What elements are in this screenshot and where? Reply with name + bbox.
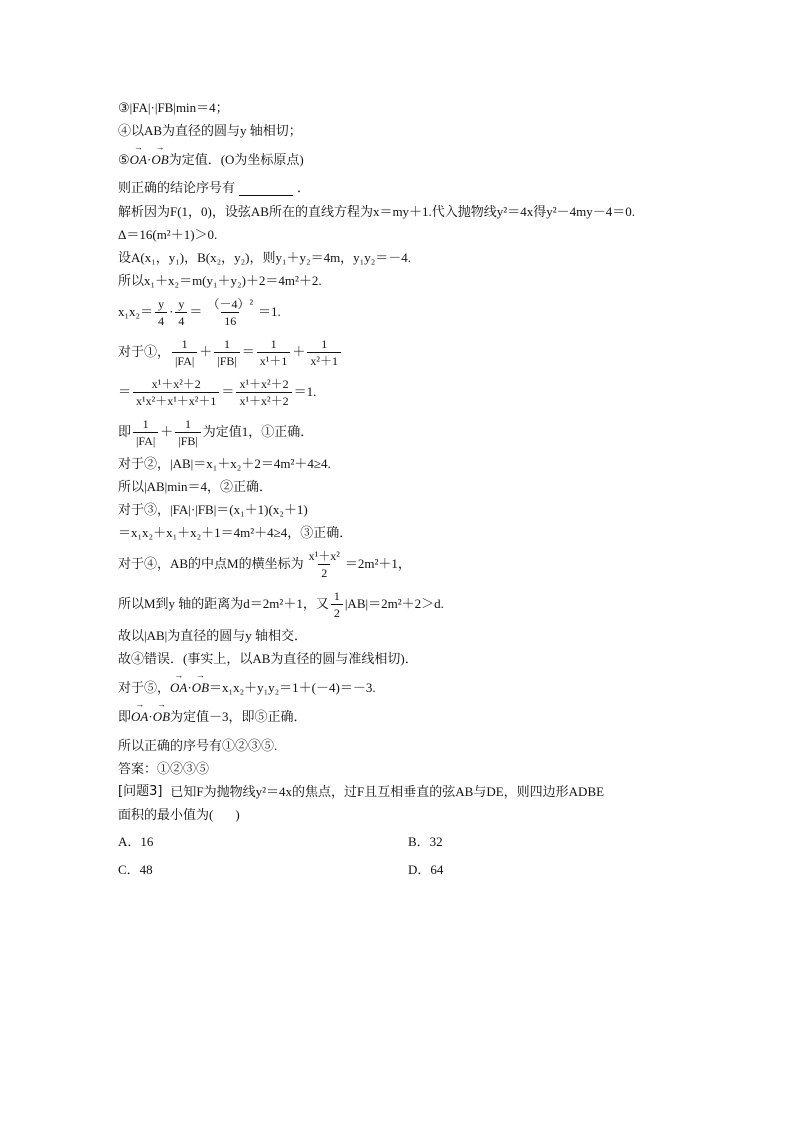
solution-body <box>118 96 698 882</box>
fraction-num: 1 <box>333 588 340 603</box>
fraction-neg4-squared <box>204 296 256 329</box>
solution-text-1: 解析因为F(1，0)，设弦AB所在的直线方程为x＝my＋1.代入抛物线y²＝4x得y²－4my－4＝0. <box>118 203 635 219</box>
plus-sign: ＋ <box>292 344 306 360</box>
statement-4-text: ④以AB为直径的圆与y 轴相切； <box>118 122 302 138</box>
solution-line-7 <box>118 372 698 412</box>
fraction-1-over-x1p1 <box>257 336 291 369</box>
solution-text-11: 对于③，|FA|·|FB|＝(x₁＋1)(x₂＋1) <box>118 501 308 517</box>
option-b: B．32 <box>408 833 443 849</box>
fraction-num: y <box>158 296 165 311</box>
fraction-den: |FB| <box>175 432 200 449</box>
statement-4 <box>118 119 698 142</box>
fraction-den: x¹＋1 <box>257 352 291 369</box>
solution-line-12 <box>118 521 698 544</box>
equals-sign: ＝ <box>241 344 255 360</box>
fraction-num: 1 <box>224 336 231 351</box>
solution-line-1 <box>118 200 698 223</box>
fraction-num: x¹＋x²＋2 <box>239 376 289 391</box>
conclusion-prefix: 即 <box>118 708 132 724</box>
vector-ob: → OB <box>192 680 209 696</box>
solution-text-2: Δ＝16(m²＋1)＞0. <box>118 226 218 242</box>
solution-line-17 <box>118 676 698 699</box>
fraction-num: x¹＋x²＋2 <box>151 376 201 391</box>
statement-5-marker: ⑤ <box>118 151 130 167</box>
midpoint-result: ＝2m²＋1， <box>344 556 411 572</box>
fraction-1-over-x2p1 <box>307 336 341 369</box>
conclusion-text: 为定值1，①正确． <box>202 424 314 440</box>
fraction-den: |FA| <box>133 432 158 449</box>
question-prompt <box>118 177 698 200</box>
solution-line-11 <box>118 498 698 521</box>
question-3-line-2 <box>118 803 698 826</box>
answer-line <box>118 757 698 780</box>
fraction-midpoint <box>306 548 343 581</box>
solution-text-3: 设A(x₁，y₁)，B(x₂，y₂)，则y₁＋y₂＝4m，y₁y₂＝－4. <box>118 249 411 265</box>
question-3 <box>118 780 698 803</box>
plus-sign: ＋ <box>199 344 213 360</box>
answer-text: 答案：①②③⑤ <box>118 760 210 776</box>
result-text: ＝1. <box>258 304 281 320</box>
question-prompt-text: 则正确的结论序号有 <box>118 180 236 196</box>
fraction-sum-over-prod <box>133 376 219 409</box>
solution-line-16 <box>118 647 698 670</box>
vector-oa: → OA <box>131 709 148 725</box>
solution-line-8 <box>118 412 698 452</box>
vector-oa: → OA <box>170 680 187 696</box>
fraction-y-over-4 <box>155 296 167 329</box>
fraction-den: 2 <box>331 604 343 621</box>
fraction-num: 1 <box>185 416 192 431</box>
solution-text-16: 故④错误．(事实上，以AB为直径的圆与准线相切)． <box>118 650 418 666</box>
solution-line-9 <box>118 452 698 475</box>
conclusion-text: 为定值－3，即⑤正确． <box>170 708 307 724</box>
option-c: C．48 <box>118 861 153 877</box>
solution-line-18 <box>118 705 698 728</box>
distance-text: 所以M到y 轴的距离为d＝2m²＋1，又 <box>118 596 329 612</box>
fraction-num: x¹＋x² <box>308 548 340 563</box>
solution-text-10: 所以|AB|min＝4，②正确． <box>118 478 272 494</box>
solution-text-4: 所以x₁＋x₂＝m(y₁＋y₂)＋2＝4m²＋2. <box>118 272 322 288</box>
midpoint-label: 对于④，AB的中点M的横坐标为 <box>118 556 304 572</box>
option-d: D．64 <box>408 861 444 877</box>
conclusion-prefix: 即 <box>118 424 132 440</box>
result-text: ＝1. <box>293 384 317 400</box>
equals-sign: ＝ <box>118 384 132 400</box>
dot-operator: · <box>148 708 153 724</box>
solution-line-5 <box>118 292 698 332</box>
solution-text-12: ＝x₁x₂＋x₁＋x₂＋1＝4m²＋4≥4，③正确． <box>118 524 353 540</box>
solution-line-19 <box>118 734 698 757</box>
vector-oa: → OA <box>130 152 147 168</box>
solution-line-14 <box>118 584 698 624</box>
answer-blank <box>239 181 293 196</box>
fraction-den: 2 <box>318 564 330 581</box>
question-3-text-2-end: ) <box>235 806 240 822</box>
case-5-label: 对于⑤， <box>118 679 171 695</box>
fraction-num: 1 <box>142 416 149 431</box>
fraction-den: x¹＋x²＋2 <box>236 392 291 409</box>
statement-3-text: ③|FA|·|FB|min＝4； <box>118 99 229 115</box>
dot-operator: · <box>147 151 152 167</box>
fraction-num: （－4）² <box>207 296 254 311</box>
solution-line-15 <box>118 624 698 647</box>
fraction-y-over-4-b <box>175 296 187 329</box>
statement-5-text: 为定值．(O为坐标原点) <box>168 151 304 167</box>
equals-sign: ＝ <box>221 384 235 400</box>
statement-5 <box>118 148 698 171</box>
fraction-den: 4 <box>155 312 167 329</box>
options-row-2 <box>118 854 698 882</box>
radius-text: |AB|＝2m²＋2＞d. <box>344 596 444 612</box>
dot-product-text: ＝x₁x₂＋y₁y₂＝1＋(－4)＝－3. <box>209 679 376 695</box>
fraction-num: y <box>178 296 185 311</box>
vector-ob: → OB <box>153 709 170 725</box>
fraction-den: x¹x²＋x¹＋x²＋1 <box>133 392 219 409</box>
solution-text-9: 对于②，|AB|＝x₁＋x₂＋2＝4m²＋4≥4. <box>118 455 331 471</box>
dot-operator: · <box>169 304 174 320</box>
solution-line-13 <box>118 544 698 584</box>
fraction-den: x²＋1 <box>307 352 341 369</box>
solution-line-2 <box>118 223 698 246</box>
x1x2-label: x₁x₂＝ <box>118 304 154 320</box>
fraction-den: |FB| <box>214 352 239 369</box>
case-1-label: 对于①， <box>118 344 171 360</box>
fraction-den: |FA| <box>172 352 197 369</box>
solution-line-6 <box>118 332 698 372</box>
fraction-den: 4 <box>175 312 187 329</box>
fraction-num: 1 <box>181 336 188 351</box>
fraction-den: 16 <box>221 312 239 329</box>
fraction-one-half <box>331 588 343 621</box>
solution-line-3 <box>118 246 698 269</box>
plus-sign: ＋ <box>160 424 174 440</box>
statement-3 <box>118 96 698 119</box>
fraction-num: 1 <box>321 336 328 351</box>
equals-sign: ＝ <box>189 304 203 320</box>
fraction-1-over-fa <box>172 336 197 369</box>
question-3-tag: [问题3] <box>118 783 163 799</box>
solution-text-15: 故以|AB|为直径的圆与y 轴相交． <box>118 627 308 643</box>
question-3-text-2: 面积的最小值为( <box>118 806 214 822</box>
options-row-1 <box>118 826 698 854</box>
fraction-1-over-fb <box>175 416 200 449</box>
question-3-text: 已知F为抛物线y²＝4x的焦点，过F且互相垂直的弦AB与DE，则四边形ADBE <box>170 783 605 799</box>
option-a: A．16 <box>118 833 154 849</box>
solution-text-19: 所以正确的序号有①②③⑤. <box>118 737 278 753</box>
fraction-num: 1 <box>270 336 277 351</box>
question-prompt-end: ． <box>297 180 311 196</box>
vector-ob: → OB <box>151 152 168 168</box>
fraction-1-over-fa <box>133 416 158 449</box>
dot-operator: · <box>187 679 192 695</box>
fraction-1-over-fb <box>214 336 239 369</box>
fraction-sum-over-sum <box>236 376 291 409</box>
solution-line-10 <box>118 475 698 498</box>
solution-line-4 <box>118 269 698 292</box>
